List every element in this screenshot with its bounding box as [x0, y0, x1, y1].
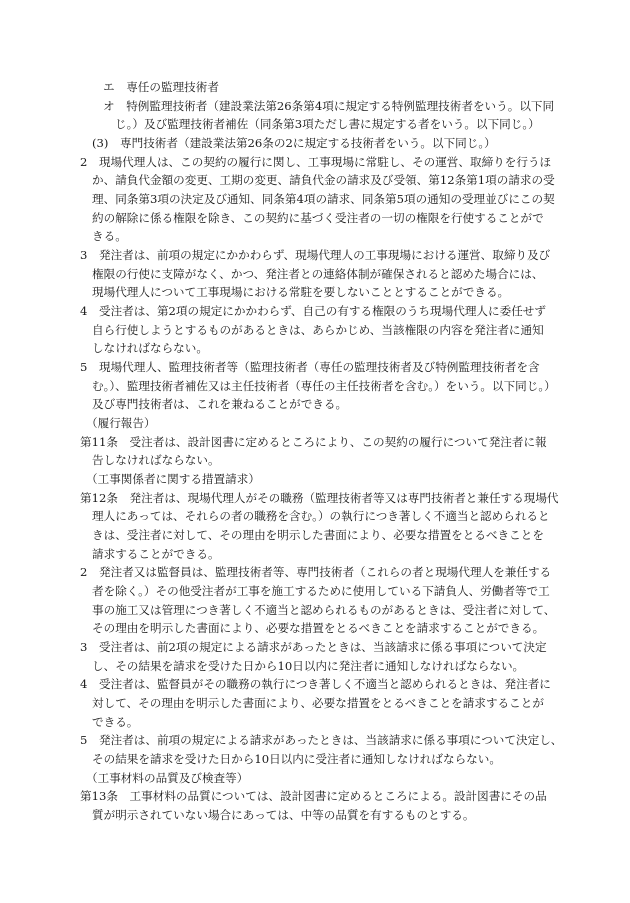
- line-20: 第11条 受注者は、設計図書に定めるところにより、この契約の履行について発注者に報: [80, 435, 547, 449]
- line-23: 第12条 発注者は、現場代理人がその職務（監理技術者等又は専門技術者と兼任する現場代: [80, 491, 559, 505]
- line-38: （工事材料の品質及び検査等）: [86, 771, 249, 785]
- line-28: 者を除く。）その他受注者が工事を施工するために使用している下請負人、労働者等で工: [92, 584, 550, 598]
- line-35: できる。: [92, 715, 139, 729]
- line-1: エ 専任の監理技術者: [103, 80, 219, 94]
- line-37: その結果を請求を受けた日から10日以内に受注者に通知しなければならない。: [92, 752, 501, 766]
- line-30: その理由を明示した書面により、必要な措置をとるべきことを請求することができる。: [92, 621, 545, 635]
- line-5: 2 現場代理人は、この契約の履行に関し、工事現場に常駐し、その運営、取締りを行うほ: [80, 155, 552, 169]
- line-21: 告しなければならない。: [92, 453, 220, 467]
- line-25: きは、受注者に対して、その理由を明示した書面により、必要な措置をとるべきことを: [92, 528, 544, 542]
- line-10: 3 発注者は、前項の規定にかかわらず、現場代理人の工事現場における運営、取締り及び: [80, 248, 551, 262]
- line-18: 及び専門技術者は、これを兼ねることができる。: [92, 397, 348, 411]
- line-3: じ。）及び監理技術者補佐（同条第3項ただし書に規定する者をいう。以下同じ。）: [115, 117, 540, 131]
- line-26: 請求することができる。: [92, 547, 220, 561]
- line-8: 約の解除に係る権限を除き、この契約に基づく受注者の一切の権限を行使することがで: [92, 211, 544, 225]
- line-31: 3 受注者は、前2項の規定による請求があったときは、当該請求に係る事項について決定: [80, 640, 547, 654]
- line-7: 理、同条第3項の決定及び通知、同条第4項の請求、同条第5項の通知の受理並びにこの契: [92, 192, 555, 206]
- line-27: 2 発注者又は監督員は、監理技術者等、専門技術者（これらの者と現場代理人を兼任する: [80, 565, 552, 579]
- line-34: 対して、その理由を明示した書面により、必要な措置をとるべきことを請求することが: [92, 696, 544, 710]
- line-6: か、請負代金額の変更、工期の変更、請負代金の請求及び受領、第12条第1項の請求の受: [92, 173, 555, 187]
- line-33: 4 受注者は、監督員がその職務の執行につき著しく不適当と認められるときは、発注者に: [80, 677, 551, 691]
- line-22: （工事関係者に関する措置請求）: [86, 472, 260, 486]
- line-24: 理人にあっては、それらの者の職務を含む。）の執行につき著しく不適当と認められると: [92, 509, 550, 523]
- line-36: 5 発注者は、前項の規定による請求があったときは、当該請求に係る事項について決定し、: [80, 733, 563, 747]
- line-16: 5 現場代理人、監理技術者等（監理技術者（専任の監理技術者及び特例監理技術者を含: [80, 360, 540, 374]
- line-17: む。）、監理技術者補佐又は主任技術者（専任の主任技術者を含む。）をいう。以下同じ。）: [92, 379, 556, 393]
- line-15: しなければならない。: [92, 341, 208, 355]
- line-19: （履行報告）: [86, 416, 156, 430]
- line-9: きる。: [92, 229, 127, 243]
- line-13: 4 受注者は、第2項の規定にかかわらず、自己の有する権限のうち現場代理人に委任せず: [80, 304, 546, 318]
- line-4: (3) 専門技術者（建設業法第26条の2に規定する技術者をいう。以下同じ。）: [92, 136, 496, 150]
- line-2: オ 特例監理技術者（建設業法第26条第4項に規定する特例監理技術者をいう。以下同: [103, 99, 555, 113]
- line-11: 権限の行使に支障がなく、かつ、発注者との連絡体制が確保されると認めた場合には、: [92, 267, 544, 281]
- line-40: 質が明示されていない場合にあっては、中等の品質を有するものとする。: [92, 808, 475, 822]
- line-14: 自ら行使しようとするものがあるときは、あらかじめ、当該権限の内容を発注者に通知: [92, 323, 544, 337]
- line-39: 第13条 工事材料の品質については、設計図書に定めるところによる。設計図書にその品: [80, 789, 547, 803]
- line-32: し、その結果を請求を受けた日から10日以内に発注者に通知しなければならない。: [92, 659, 525, 673]
- line-29: 事の施工又は管理につき著しく不適当と認められるものがあるときは、受注者に対して、: [92, 603, 556, 617]
- line-12: 現場代理人について工事現場における常駐を要しないこととすることができる。: [92, 285, 510, 299]
